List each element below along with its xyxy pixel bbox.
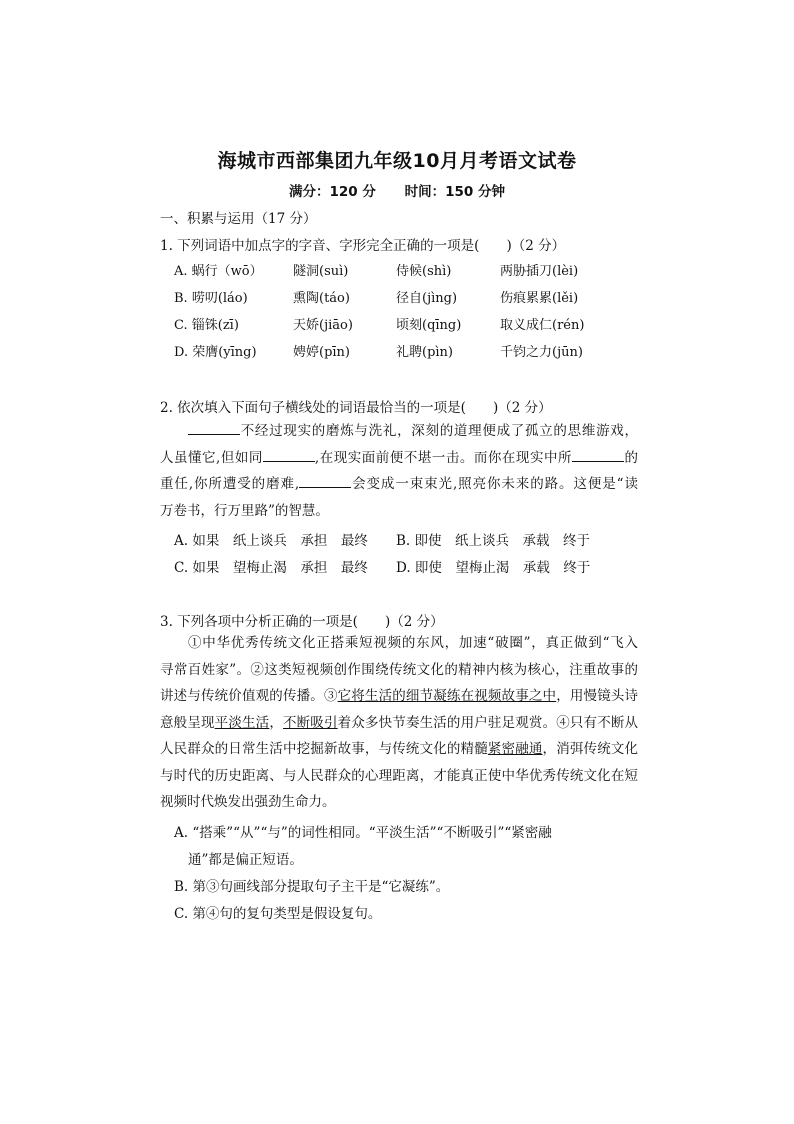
exam-time: 时间：150 分钟 bbox=[404, 184, 505, 200]
q1-b-2: 熏陶(táo) bbox=[293, 291, 350, 306]
q1-b-3: 径自(jìng) bbox=[396, 291, 458, 306]
full-score: 满分：120 分 bbox=[289, 184, 376, 200]
q1-stem: 1. 下列词语中加点字的字音、字形完全正确的一项是( )（2 分） bbox=[160, 238, 566, 254]
q2-option-b: B. 即使 纸上谈兵 承载 终于 bbox=[396, 533, 591, 549]
q3-option-c: C. 第④句的复句类型是假设复句。 bbox=[174, 906, 382, 922]
fill-blank-3 bbox=[572, 460, 624, 462]
underlined-phrase-3: 紧密融通 bbox=[487, 741, 543, 757]
exam-meta bbox=[0, 180, 794, 200]
underlined-phrase-1: 平淡生活 bbox=[214, 714, 270, 731]
q3-passage: ①中华优秀传统文化正搭乘短视频的东风，加速“破圈”，真正做到“飞入 寻常百姓家”。②这类短视频创作围绕传统文化的精神内核为核心，注重故事的 讲述与传统价值观的传播。③它将生活的细节凝练在视频故事之中，用慢镜头诗 意般呈现平淡生活，不断吸引着众多快节奏生活的用户驻足观赏。④只有不断从 人民群众的日常生活中挖掘新故事，与传统文化的精髓紧密融通，消弭传统文化 与时代的历史距离、与人民群众的心理距离，才能真正使中华优秀传统文化在短 视频时代焕发出强劲生命力。 bbox=[160, 635, 639, 810]
q1-c-2: 天娇(jiāo) bbox=[293, 318, 353, 333]
q2-option-c: C. 如果 望梅止渴 承担 最终 bbox=[174, 560, 368, 576]
q2-stem: 2. 依次填入下面句子横线处的词语最恰当的一项是( )（2 分） bbox=[160, 400, 552, 416]
q1-b-1: B. 唠叨(láo) bbox=[174, 291, 248, 306]
q3-option-a: A. “搭乘”“从”“与”的词性相同。“平淡生活”“不断吸引”“紧密融 bbox=[174, 825, 552, 841]
q3-stem: 3. 下列各项中分析正确的一项是( )（2 分） bbox=[160, 614, 444, 630]
q1-a-2: 隧洞(suì) bbox=[293, 264, 349, 279]
section-heading: 一、积累与运用（17 分） bbox=[160, 211, 317, 227]
q1-b-4: 伤痕累累(lěi) bbox=[500, 291, 579, 306]
fill-blank-1 bbox=[188, 433, 240, 435]
q1-c-1: C. 锱铢(zī) bbox=[174, 318, 239, 333]
q1-d-2: 娉婷(pīn) bbox=[293, 345, 350, 360]
q3-options bbox=[174, 820, 638, 928]
q1-a-1: A. 蜗行（wō） bbox=[174, 264, 263, 279]
q1-d-4: 千钧之力(jūn) bbox=[500, 345, 583, 360]
q1-a-3: 侍候(shì) bbox=[396, 264, 452, 279]
q1-d-3: 礼聘(pìn) bbox=[396, 345, 453, 360]
page-title: 海城市西部集团九年级10月月考语文试卷 bbox=[217, 150, 577, 172]
q3-option-a-cont: 通”都是偏正短语。 bbox=[188, 852, 303, 868]
q1-c-3: 顷刻(qīng) bbox=[396, 318, 462, 333]
fill-blank-2 bbox=[263, 460, 315, 462]
q1-c-4: 取义成仁(rén) bbox=[500, 318, 585, 333]
underlined-sentence: 它将生活的细节凝练在视频故事之中 bbox=[337, 688, 557, 704]
q2-option-d: D. 即使 望梅止渴 承载 终于 bbox=[396, 560, 591, 576]
q2-passage: 不经过现实的磨炼与洗礼，深刻的道理便成了孤立的思维游戏， 人虽懂它,但如同 ,在现实面前便不堪一击。而你在现实中所 的 重任,你所遭受的磨难, 会变成一束束光,照亮你未来的路。这便是“读 万卷书，行万里路”的智慧。 bbox=[160, 423, 639, 519]
q2-option-a: A. 如果 纸上谈兵 承担 最终 bbox=[174, 533, 368, 549]
q1-d-1: D. 荣膺(yīng) bbox=[174, 345, 257, 360]
underlined-phrase-2: 不断吸引 bbox=[282, 714, 338, 731]
fill-blank-4 bbox=[299, 486, 351, 488]
q1-a-4: 两胁插刀(lèi) bbox=[500, 264, 579, 279]
q3-option-b: B. 第③句画线部分提取句子主干是“它凝练”。 bbox=[174, 879, 450, 895]
